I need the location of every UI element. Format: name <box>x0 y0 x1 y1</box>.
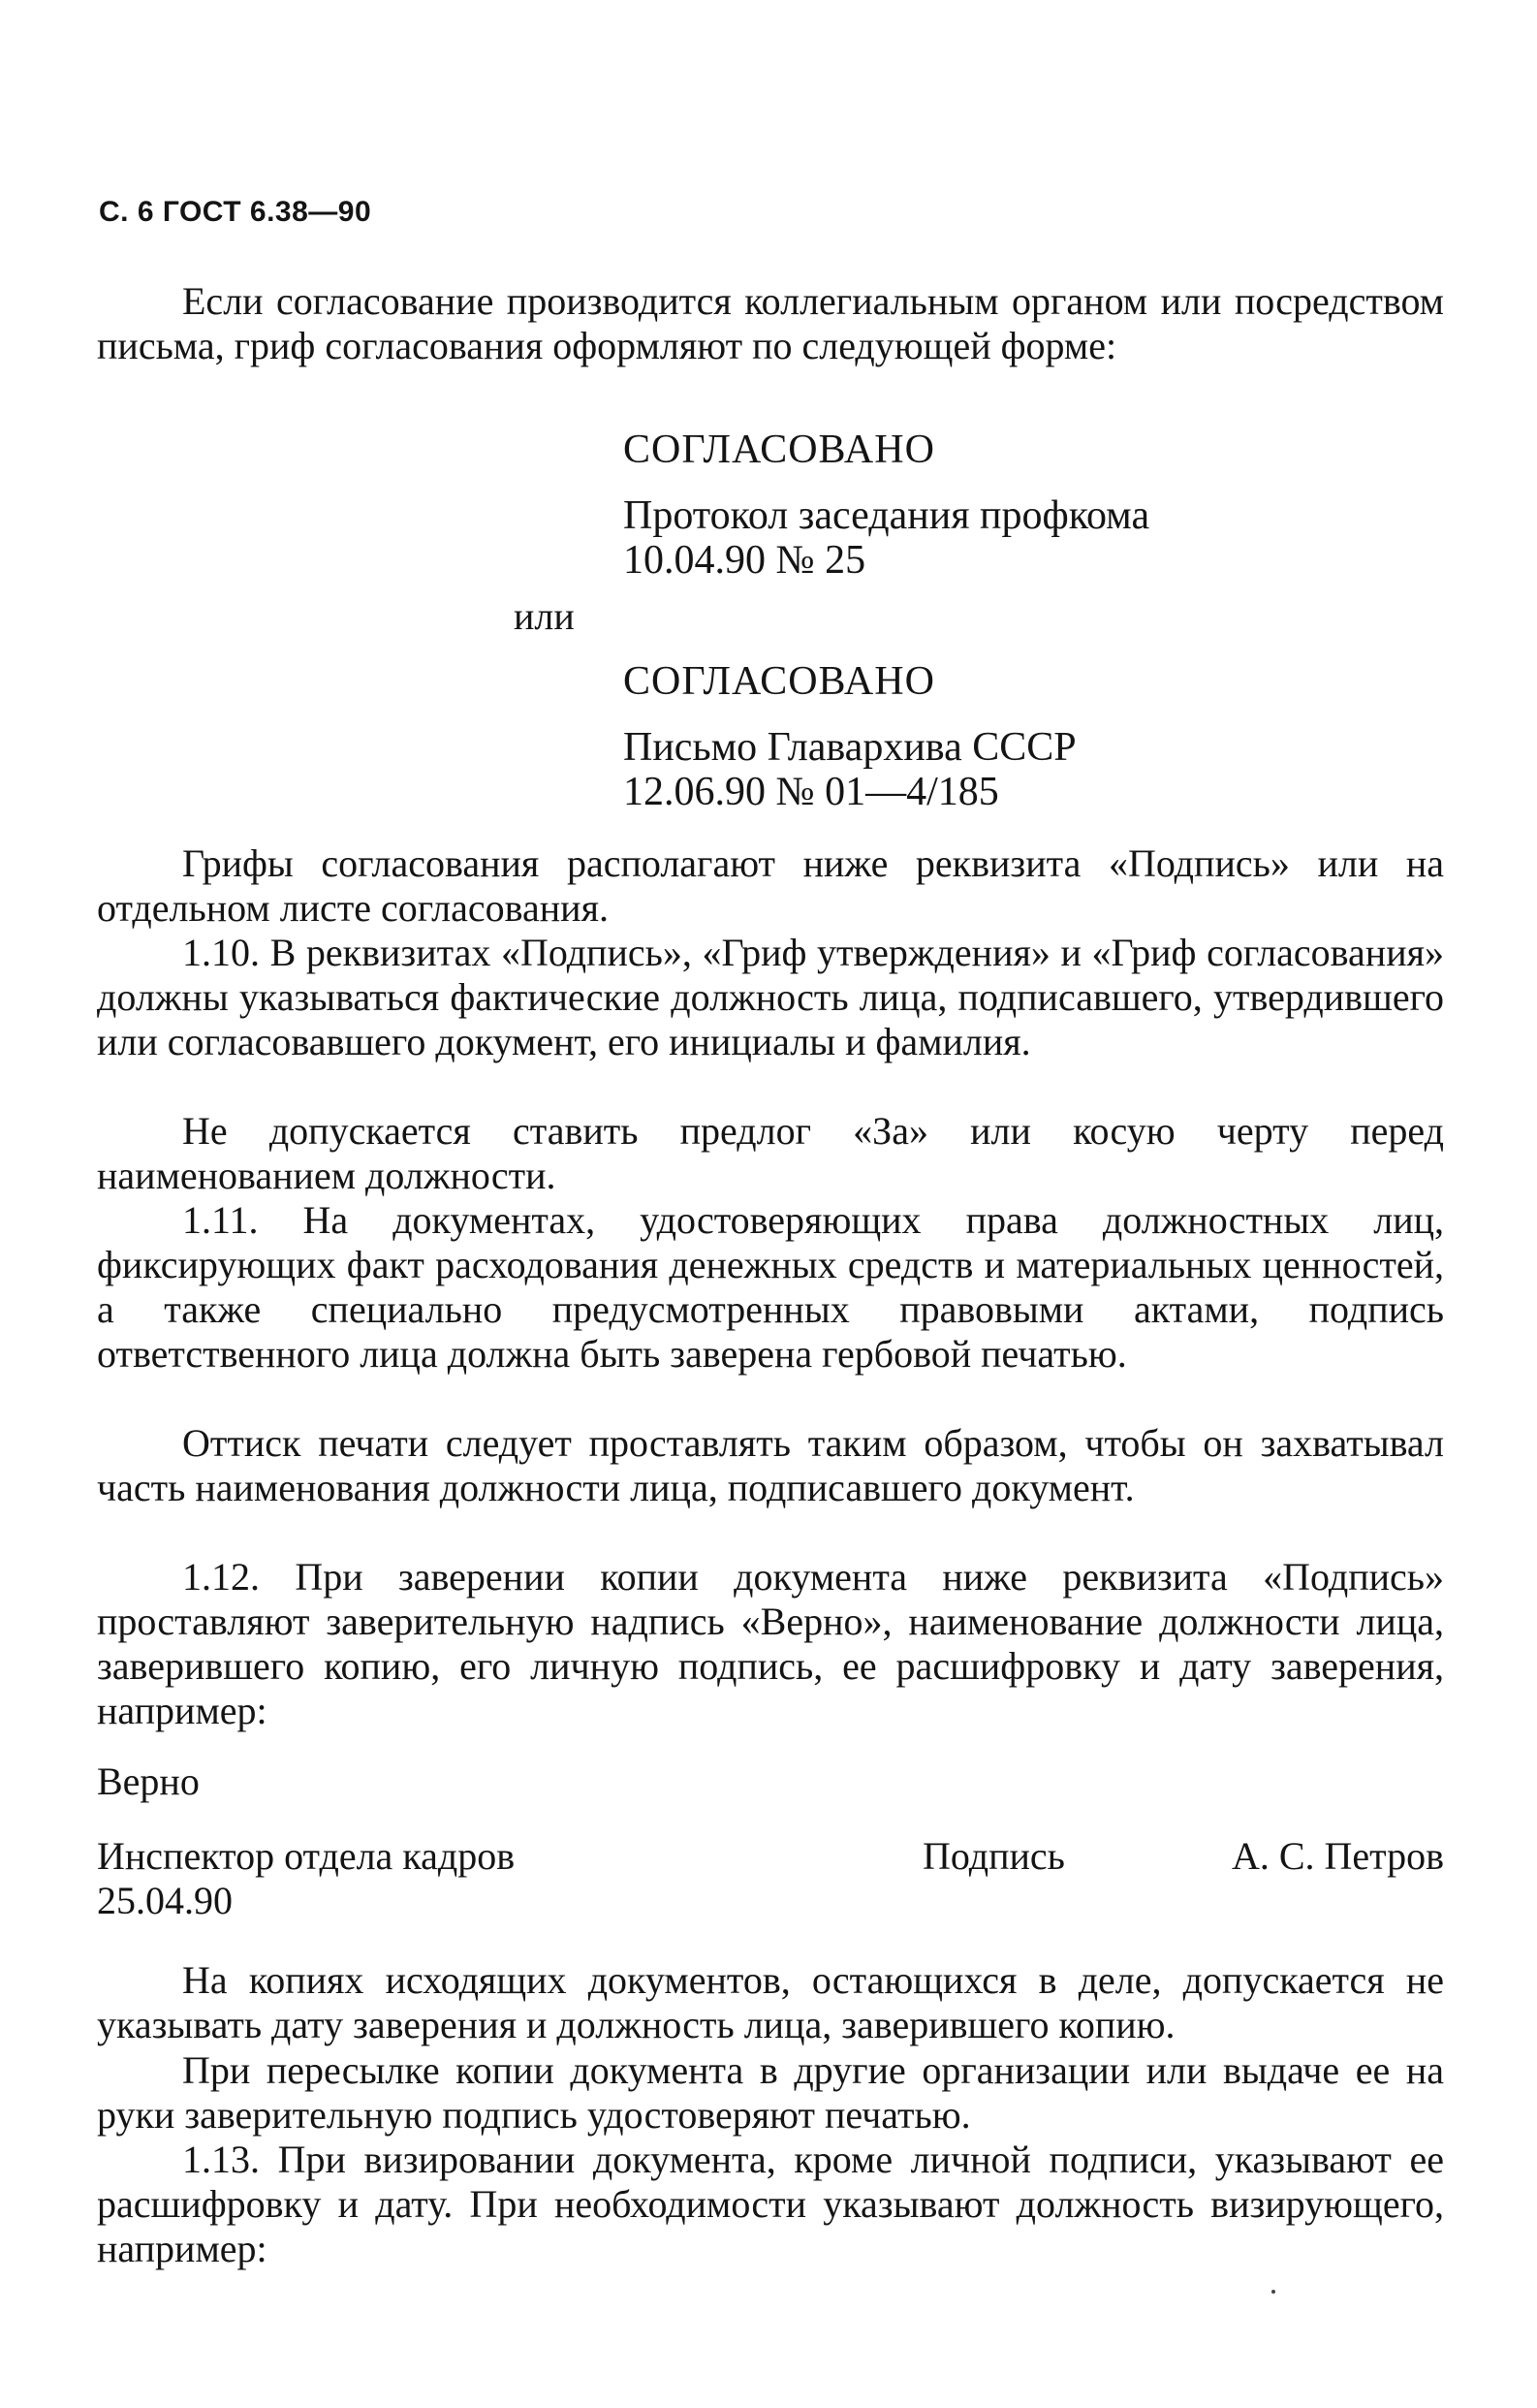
stamp-line: 12.06.90 № 01—4/185 <box>623 770 999 814</box>
approval-stamp-letter <box>623 659 1077 814</box>
paragraph-ne-dopuskaetsya: Не допускается ставить предлог «За» или косую черту перед наименованием должности. <box>97 1109 1444 1197</box>
paragraph-peresylka: При пересылке копии документа в другие организации или выдаче ее на руки заверительную подпись удостоверяют печатью. <box>97 2048 1444 2137</box>
speck-mark <box>1271 2290 1275 2294</box>
paragraph-intro: Если согласование производится коллегиальным органом или посредством письма, гриф согласования оформляют по следующей форме: <box>97 279 1444 367</box>
stamp-heading: СОГЛАСОВАНО <box>623 659 935 704</box>
or-separator: или <box>514 594 575 638</box>
paragraph-grify: Грифы согласования располагают ниже реквизита «Подпись» или на отдельном листе согласования. <box>97 841 1444 930</box>
stamp-heading: СОГЛАСОВАНО <box>623 428 935 472</box>
signature-name: А. С. Петров <box>1231 1834 1444 1878</box>
paragraph-1-10: 1.10. В реквизитах «Подпись», «Гриф утверждения» и «Гриф согласования» должны указываться фактические должность лица, подписавшего, утвердившего или согласовавшего документ, его инициалы и фамилия. <box>97 931 1444 1063</box>
signature-position: Инспектор отдела кадров <box>97 1834 516 1878</box>
signature-date: 25.04.90 <box>97 1879 233 1922</box>
stamp-line: Протокол заседания профкома <box>623 493 1150 538</box>
verno-label: Верно <box>97 1759 200 1803</box>
signature-placeholder: Подпись <box>923 1834 1065 1878</box>
stamp-line: 10.04.90 № 25 <box>623 538 866 583</box>
stamp-line: Письмо Главархива СССР <box>623 725 1077 770</box>
paragraph-ottisk: Оттиск печати следует проставлять таким образом, чтобы он захватывал часть наименования должности лица, подписавшего документ. <box>97 1421 1444 1509</box>
paragraph-1-12: 1.12. При заверении копии документа ниже реквизита «Подпись» проставляют заверительную надпись «Верно», наименование должности лица, заверившего копию, его личную подпись, ее расшифровку и дату заверения, например: <box>97 1555 1444 1732</box>
paragraph-1-11: 1.11. На документах, удостоверяющих права должностных лиц, фиксирующих факт расходования денежных средств и материальных ценностей, а также специально предусмотренных правовыми актами, подпись ответственного лица должна быть заверена гербовой печатью. <box>97 1198 1444 1376</box>
approval-stamp-protocol <box>623 428 1149 583</box>
page-header: С. 6 ГОСТ 6.38—90 <box>99 196 372 228</box>
paragraph-1-13: 1.13. При визировании документа, кроме личной подписи, указывают ее расшифровку и дату. При необходимости указывают должность визирующего, например: <box>97 2138 1444 2270</box>
paragraph-kopii: На копиях исходящих документов, остающихся в деле, допускается не указывать дату заверения и должность лица, заверившего копию. <box>97 1958 1444 2046</box>
